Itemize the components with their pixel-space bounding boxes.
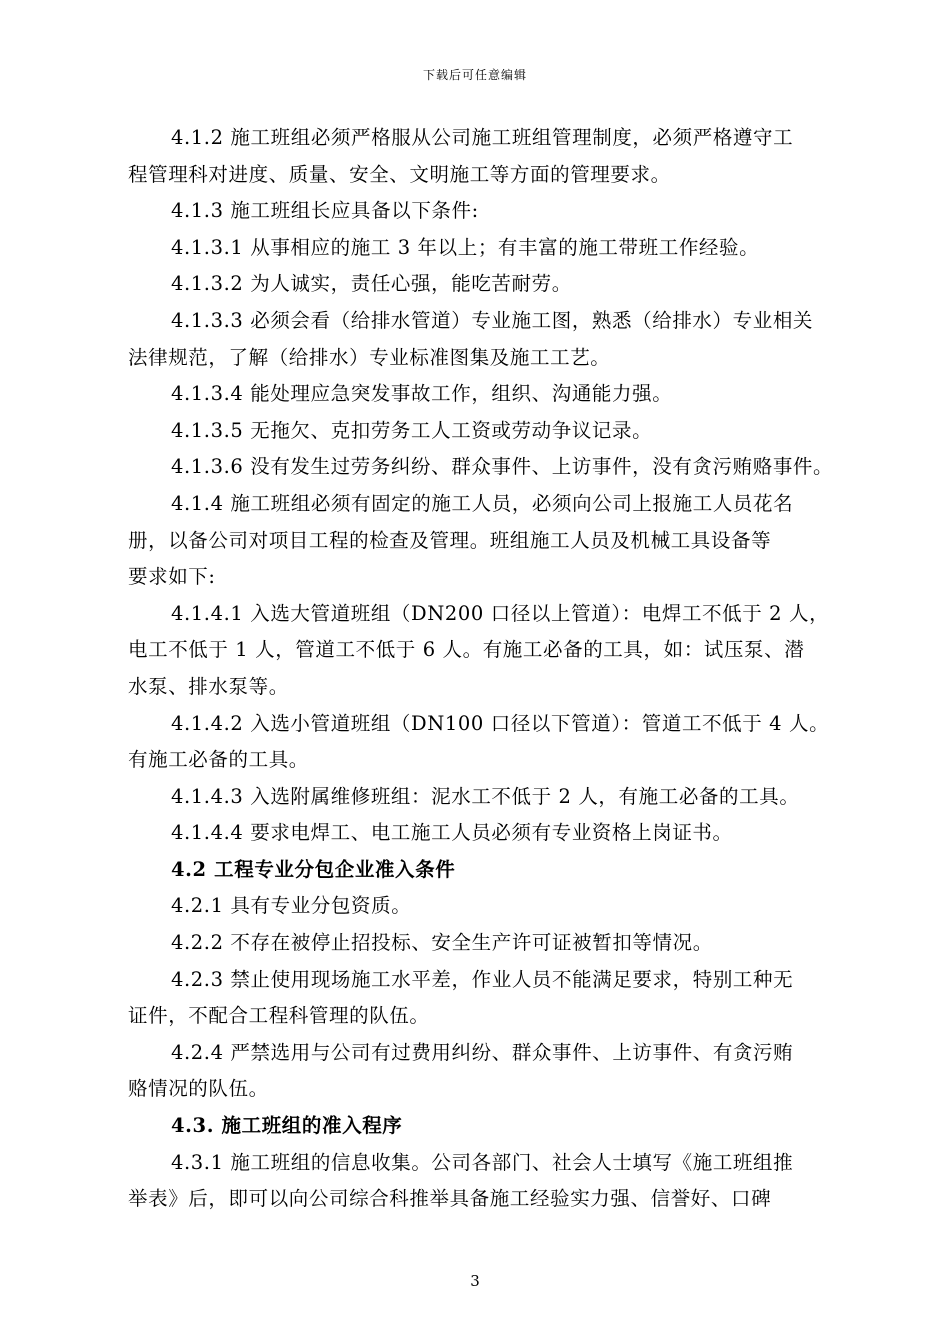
paragraph: 4.1.4.4 要求电焊工、电工施工人员必须有专业资格上岗证书。 [171,821,733,845]
paragraph: 4.1.3.6 没有发生过劳务纠纷、群众事件、上访事件，没有贪污贿赂事件。 [171,455,834,479]
paragraph: 4.1.3.1 从事相应的施工 3 年以上；有丰富的施工带班工作经验。 [171,235,760,259]
paragraph: 4.2.1 具有专业分包资质。 [171,894,412,918]
paragraph: 4.1.4.3 入选附属维修班组：泥水工不低于 2 人，有施工必备的工具。 [171,784,800,808]
paragraph: 4.1.3.4 能处理应急突发事故工作，组织、沟通能力强。 [171,382,673,406]
paragraph: 4.3.1 施工班组的信息收集。公司各部门、社会人士填写《施工班组推 举表》后，即可以向公司综合科推举具备施工经验实力强、信誉好、口碑 [128,1150,794,1211]
paragraph: 4.1.3 施工班组长应具备以下条件: [171,199,479,223]
paragraph: 4.1.4 施工班组必须有固定的施工人员，必须向公司上报施工人员花名 册，以备公司对项目工程的检查及管理。班组施工人员及机械工具设备等 要求如下: [128,491,794,589]
paragraph: 4.1.3.3 必须会看（给排水管道）专业施工图，熟悉（给排水）专业相关 法律规范，了解（给排水）专业标准图集及施工工艺。 [128,308,814,369]
paragraph: 4.1.4.2 入选小管道班组（DN100 口径以下管道）：管道工不低于 4 人。 有施工必备的工具。 [128,711,830,772]
paragraph: 4.1.4.1 入选大管道班组（DN200 口径以上管道）：电焊工不低于 2 人， 电工不低于 1 人，管道工不低于 6 人。有施工必备的工具，如：试压泵、潜 水泵、排水泵等。 [128,601,830,698]
paragraph: 4.2.2 不存在被停止招投标、安全生产许可证被暂扣等情况。 [171,931,713,955]
paragraph: 4.1.3.2 为人诚实，责任心强，能吃苦耐劳。 [171,272,572,296]
paragraph: 4.1.2 施工班组必须严格服从公司施工班组管理制度，必须严格遵守工 程管理科对进度、质量、安全、文明施工等方面的管理要求。 [128,126,794,186]
paragraph: 4.2.4 严禁选用与公司有过费用纠纷、群众事件、上访事件、有贪污贿 赂情况的队伍。 [128,1040,794,1101]
section-heading: 4.2 工程专业分包企业准入条件 [171,857,456,881]
document-body [128,120,848,1218]
paragraph: 4.2.3 禁止使用现场施工水平差，作业人员不能满足要求，特别工种无 证件，不配合工程科管理的队伍。 [128,967,794,1028]
page-header: 下载后可任意编辑 [422,68,527,82]
page-number: 3 [470,1272,480,1290]
section-heading: 4.3. 施工班组的准入程序 [171,1114,403,1138]
paragraph: 4.1.3.5 无拖欠、克扣劳务工人工资或劳动争议记录。 [171,418,653,442]
